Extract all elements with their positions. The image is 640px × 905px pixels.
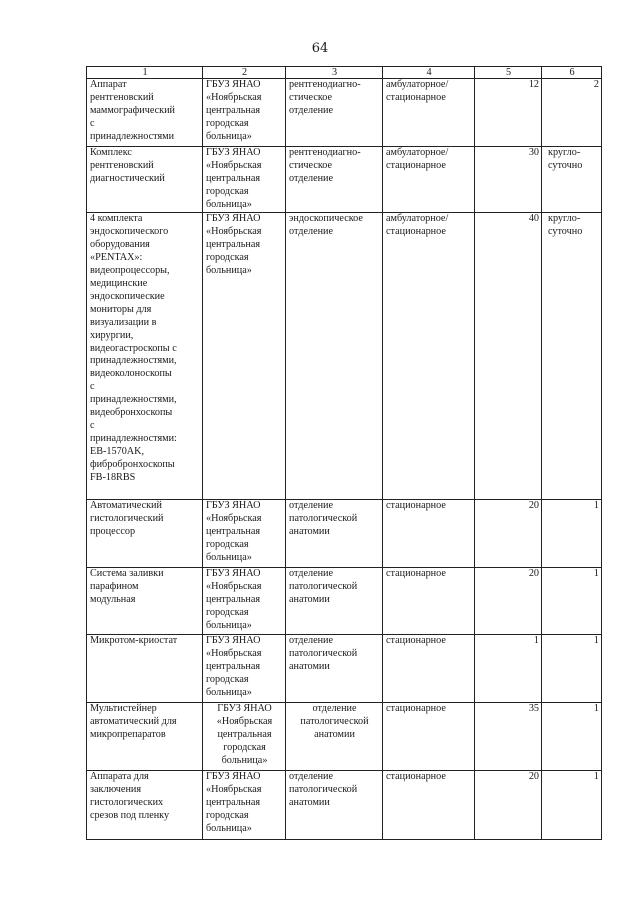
- care-mode-cell: стационарное: [383, 568, 475, 635]
- care-mode-cell: стационарное: [383, 500, 475, 568]
- column-header: 3: [286, 67, 383, 79]
- table-row: [87, 213, 602, 500]
- equipment-name-cell: Аппарат рентгеновский маммографический с принадлежностями: [87, 79, 203, 147]
- organization-cell: ГБУЗ ЯНАО «Ноябрьская центральная городская больница»: [203, 771, 286, 840]
- table-header-row: [87, 67, 602, 79]
- organization-cell: ГБУЗ ЯНАО «Ноябрьская центральная городская больница»: [203, 568, 286, 635]
- table-row: [87, 79, 602, 147]
- department-cell: отделение патологической анатомии: [286, 635, 383, 703]
- care-mode-cell: амбулаторное/ стационарное: [383, 79, 475, 147]
- organization-cell: ГБУЗ ЯНАО «Ноябрьская центральная городская больница»: [203, 147, 286, 213]
- value-cell: 30: [475, 147, 542, 213]
- count-cell: 1: [542, 771, 602, 840]
- column-header: 5: [475, 67, 542, 79]
- count-cell: 1: [542, 703, 602, 771]
- department-cell: рентгенодиагно- стическое отделение: [286, 147, 383, 213]
- care-mode-cell: стационарное: [383, 635, 475, 703]
- equipment-name-cell: Микротом-криостат: [87, 635, 203, 703]
- department-cell: отделение патологической анатомии: [286, 568, 383, 635]
- value-cell: 20: [475, 500, 542, 568]
- care-mode-cell: стационарное: [383, 771, 475, 840]
- count-cell: 1: [542, 500, 602, 568]
- equipment-name-cell: Автоматический гистологический процессор: [87, 500, 203, 568]
- care-mode-cell: стационарное: [383, 703, 475, 771]
- value-cell: 1: [475, 635, 542, 703]
- organization-cell: ГБУЗ ЯНАО «Ноябрьская центральная городская больница»: [203, 79, 286, 147]
- value-cell: 20: [475, 568, 542, 635]
- value-cell: 40: [475, 213, 542, 500]
- count-cell: 1: [542, 568, 602, 635]
- table-row: [87, 771, 602, 840]
- column-header: 6: [542, 67, 602, 79]
- column-header: 2: [203, 67, 286, 79]
- care-mode-cell: амбулаторное/ стационарное: [383, 213, 475, 500]
- equipment-name-cell: Комплекс рентгеновский диагностический: [87, 147, 203, 213]
- department-cell: отделение патологической анатомии: [286, 500, 383, 568]
- value-cell: 12: [475, 79, 542, 147]
- table-row: [87, 500, 602, 568]
- department-cell: эндоскопическое отделение: [286, 213, 383, 500]
- count-cell: кругло- суточно: [542, 213, 602, 500]
- value-cell: 35: [475, 703, 542, 771]
- organization-cell: ГБУЗ ЯНАО «Ноябрьская центральная городская больница»: [203, 703, 286, 771]
- value-cell: 20: [475, 771, 542, 840]
- equipment-name-cell: Мультистейнер автоматический для микропрепаратов: [87, 703, 203, 771]
- table-row: [87, 635, 602, 703]
- department-cell: отделение патологической анатомии: [286, 771, 383, 840]
- department-cell: отделение патологической анатомии: [286, 703, 383, 771]
- organization-cell: ГБУЗ ЯНАО «Ноябрьская центральная городская больница»: [203, 500, 286, 568]
- count-cell: 2: [542, 79, 602, 147]
- equipment-name-cell: Система заливки парафином модульная: [87, 568, 203, 635]
- equipment-table: [86, 66, 602, 840]
- organization-cell: ГБУЗ ЯНАО «Ноябрьская центральная городская больница»: [203, 635, 286, 703]
- count-cell: 1: [542, 635, 602, 703]
- count-cell: кругло- суточно: [542, 147, 602, 213]
- column-header: 1: [87, 67, 203, 79]
- care-mode-cell: амбулаторное/ стационарное: [383, 147, 475, 213]
- table-row: [87, 568, 602, 635]
- department-cell: рентгенодиагно- стическое отделение: [286, 79, 383, 147]
- organization-cell: ГБУЗ ЯНАО «Ноябрьская центральная городская больница»: [203, 213, 286, 500]
- table-row: [87, 147, 602, 213]
- table-row: [87, 703, 602, 771]
- column-header: 4: [383, 67, 475, 79]
- equipment-name-cell: 4 комплекта эндоскопического оборудования «PENTAX»: видеопроцессоры, медицинские эндоскопические мониторы для визуализации в хирургии, видеогастроскопы с принадлежностями, видеоколоноскопы с принадлежностями, видеобронхоскопы с принадлежностями: EB-1570AK, фибробронхоскопы FB-18RBS: [87, 213, 203, 500]
- page-number: 64: [311, 41, 329, 56]
- equipment-name-cell: Аппарата для заключения гистологических срезов под пленку: [87, 771, 203, 840]
